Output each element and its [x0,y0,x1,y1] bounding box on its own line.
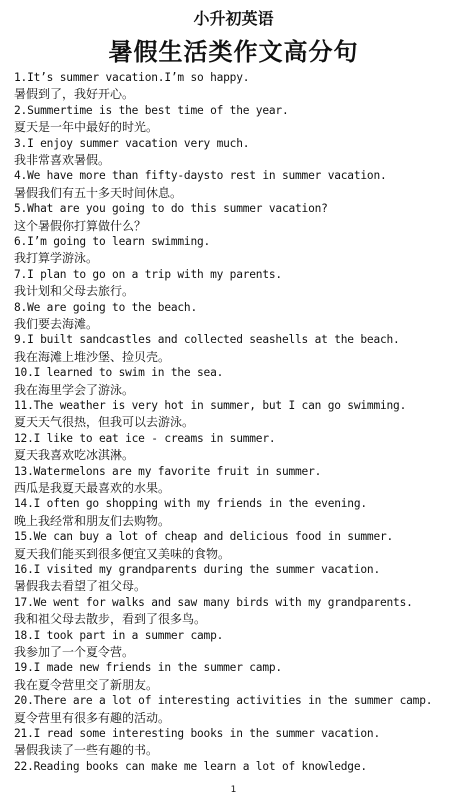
sentence-item [14,398,464,431]
english-sentence: 6.I’m going to learn swimming. [14,234,211,248]
page-number: 1 [230,785,237,795]
document-title: 暑假生活类作文高分句 [108,38,359,66]
document-subtitle: 小升初英语 [193,9,274,28]
sentence-item [14,234,464,267]
chinese-translation: 我参加了一个夏令营。 [14,644,135,659]
chinese-translation: 我非常喜欢暑假。 [14,153,111,167]
sentence-item [14,529,464,562]
sentence-item [14,201,464,234]
chinese-translation: 暑假到了，我好开心。 [14,87,135,102]
english-sentence: 4.We have more than fifty-daysto rest in summer vacation. [14,169,387,183]
english-sentence: 15.We can buy a lot of cheap and delicious food in summer. [14,530,394,544]
chinese-translation: 夏天我喜欢吃冰淇淋。 [14,448,135,463]
english-sentence: 19.I made new friends in the summer camp. [14,661,282,675]
english-sentence: 21.I read some interesting books in the summer vacation. [14,726,380,740]
english-sentence: 10.I learned to swim in the sea. [14,366,224,380]
english-sentence: 12.I like to eat ice - creams in summer. [14,431,276,445]
english-sentence: 17.We went for walks and saw many birds with my grandparents. [14,595,413,609]
sentence-item [14,693,464,726]
chinese-translation: 西瓜是我夏天最喜欢的水果。 [14,480,171,495]
chinese-translation: 我在夏令营里交了新朋友。 [14,677,159,692]
chinese-translation: 我在海里学会了游泳。 [14,382,135,397]
sentence-item [14,365,464,398]
sentence-item [14,562,464,595]
english-sentence: 8.We are going to the beach. [14,300,197,314]
chinese-translation: 我打算学游泳。 [14,251,99,266]
chinese-translation: 夏令营里有很多有趣的活动。 [14,710,171,725]
english-sentence: 14.I often go shopping with my friends in the evening. [14,497,367,511]
chinese-translation: 夏天我们能买到很多便宜又美味的食物。 [14,546,231,561]
english-sentence: 7.I plan to go on a trip with my parents. [14,267,282,281]
chinese-translation: 我计划和父母去旅行。 [14,284,135,299]
sentence-item [14,267,464,300]
sentence-item [14,660,464,693]
chinese-translation: 夏天是一年中最好的时光。 [14,120,159,135]
english-sentence: 11.The weather is very hot in summer, but I can go swimming. [14,398,407,412]
english-sentence: 5.What are you going to do this summer vacation? [14,202,328,216]
sentence-item [14,595,464,628]
chinese-translation: 晚上我经常和朋友们去购物。 [14,513,171,528]
english-sentence: 9.I built sandcastles and collected seashells at the beach. [14,333,400,347]
sentence-item [14,464,464,497]
english-sentence: 18.I took part in a summer camp. [14,628,224,642]
sentence-item [14,431,464,464]
chinese-translation: 我和祖父母去散步，看到了很多鸟。 [14,612,207,627]
english-sentence: 20.There are a lot of interesting activities in the summer camp. [14,694,433,708]
sentence-item [14,103,464,136]
sentence-item [14,168,464,201]
sentence-item [14,628,464,661]
chinese-translation: 暑假我们有五十多天时间休息。 [14,185,183,200]
sentence-item [14,70,464,103]
chinese-translation: 暑假我读了一些有趣的书。 [14,743,159,758]
chinese-translation: 我在海滩上堆沙堡、捡贝壳。 [14,349,171,364]
chinese-translation: 这个暑假你打算做什么？ [14,218,147,233]
chinese-translation: 夏天天气很热，但我可以去游泳。 [14,415,195,430]
english-sentence: 16.I visited my grandparents during the summer vacation. [14,562,380,576]
sentence-item [14,300,464,333]
english-sentence: 3.I enjoy summer vacation very much. [14,136,250,150]
sentence-item [14,136,464,169]
sentence-list [14,70,464,792]
english-sentence: 13.Watermelons are my favorite fruit in summer. [14,464,322,478]
sentence-item [14,726,464,759]
chinese-translation: 我们要去海滩。 [14,316,99,331]
sentence-item [14,332,464,365]
chinese-translation: 暑假我去看望了祖父母。 [14,579,147,594]
english-sentence: 2.Summertime is the best time of the year. [14,103,289,117]
sentence-item [14,496,464,529]
english-sentence: 22.Reading books can make me learn a lot of knowledge. [14,759,367,773]
english-sentence: 1.It’s summer vacation.I’m so happy. [14,71,250,84]
